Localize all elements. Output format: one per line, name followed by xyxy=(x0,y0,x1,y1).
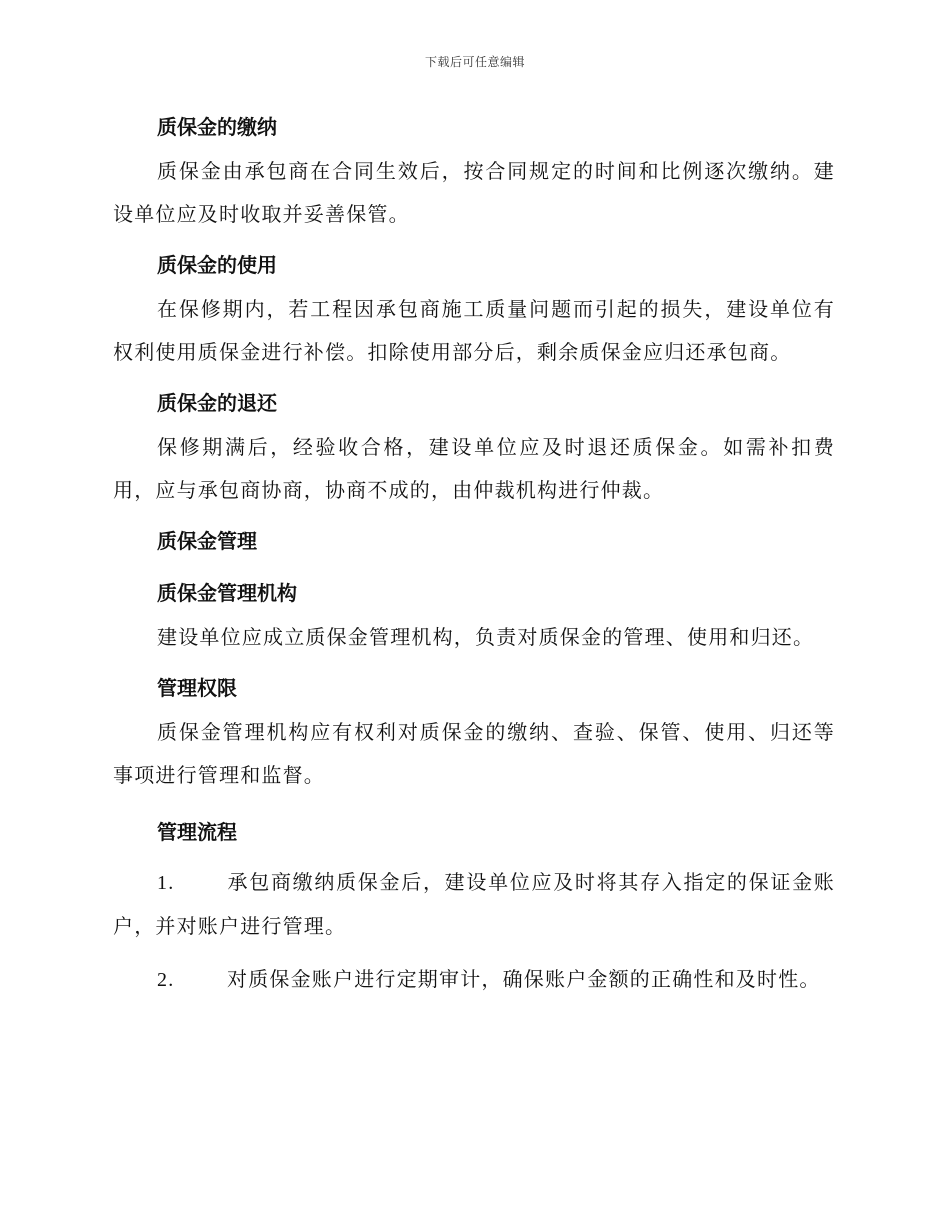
section-heading-payment: 质保金的缴纳 xyxy=(157,115,277,139)
list-item xyxy=(113,958,835,1002)
section-paragraph-usage: 在保修期内，若工程因承包商施工质量问题而引起的损失，建设单位有权利使用质保金进行补偿。扣除使用部分后，剩余质保金应归还承包商。 xyxy=(113,297,835,364)
section-heading-usage: 质保金的使用 xyxy=(157,253,277,277)
list-item xyxy=(113,861,835,948)
section-heading-management: 质保金管理 xyxy=(157,529,257,553)
section-heading-management-org: 质保金管理机构 xyxy=(157,581,297,605)
section-heading-refund: 质保金的退还 xyxy=(157,391,277,415)
section-paragraph-management-org: 建设单位应成立质保金管理机构，负责对质保金的管理、使用和归还。 xyxy=(157,625,815,649)
section-heading-process: 管理流程 xyxy=(157,820,237,844)
section-paragraph-refund: 保修期满后，经验收合格，建设单位应及时退还质保金。如需补扣费用，应与承包商协商，协商不成的，由仲裁机构进行仲裁。 xyxy=(113,435,835,502)
document-body xyxy=(113,112,835,1002)
list-item-text: 对质保金账户进行定期审计，确保账户金额的正确性和及时性。 xyxy=(227,967,821,991)
list-item-number: 2. xyxy=(157,969,175,991)
page-header: 下载后可任意编辑 xyxy=(424,55,525,69)
section-heading-authority: 管理权限 xyxy=(157,676,237,700)
list-item-number: 1. xyxy=(157,872,175,894)
list-item-text: 承包商缴纳质保金后，建设单位应及时将其存入指定的保证金账户，并对账户进行管理。 xyxy=(113,870,835,938)
section-paragraph-authority: 质保金管理机构应有权利对质保金的缴纳、查验、保管、使用、归还等事项进行管理和监督。 xyxy=(113,720,835,787)
section-paragraph-payment: 质保金由承包商在合同生效后，按合同规定的时间和比例逐次缴纳。建设单位应及时收取并妥善保管。 xyxy=(113,159,835,226)
